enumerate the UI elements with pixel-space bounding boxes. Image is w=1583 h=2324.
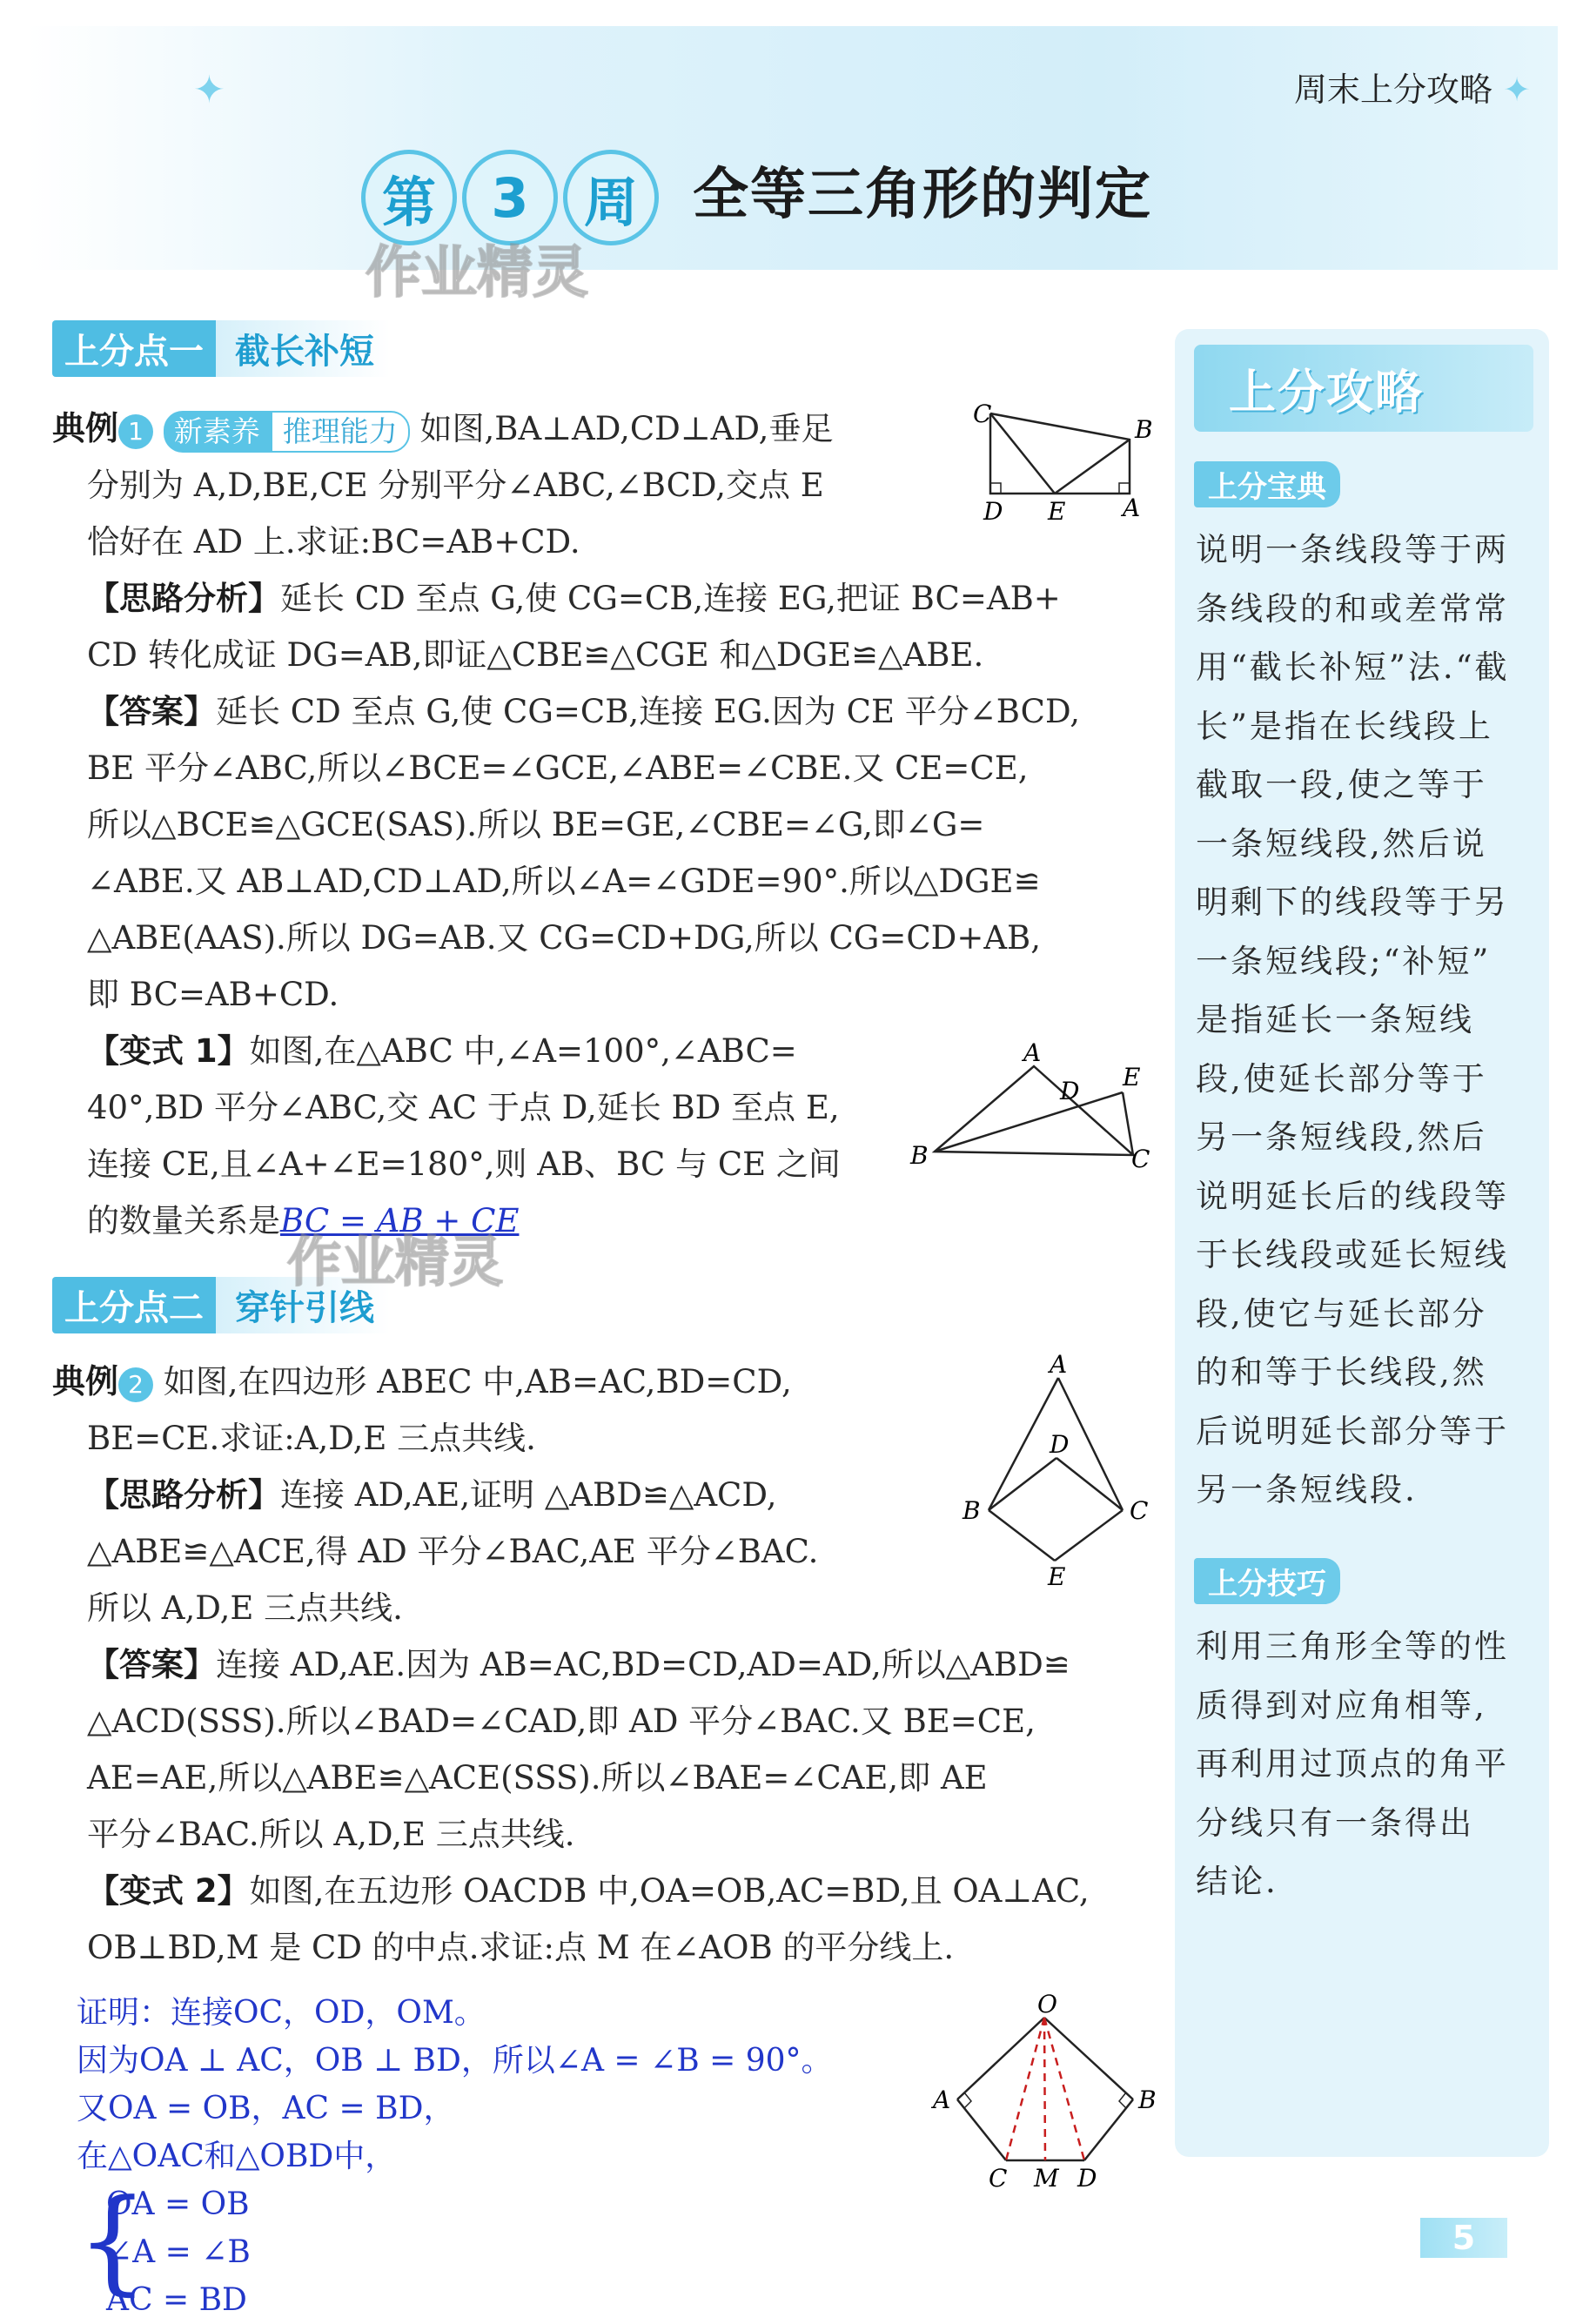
week-char: 第 [361, 150, 457, 245]
answer-line: 【答案】连接 AD,AE.因为 AB=AC,BD=CD,AD=AD,所以△ABD≌ [87, 1646, 1070, 1683]
fig-label: E [1048, 497, 1066, 526]
fig-label: O [1037, 1993, 1057, 2018]
sidebar-title: 上分攻略 [1194, 345, 1533, 432]
variant-1-answer-line: 的数量关系是BC = AB + CE [87, 1202, 520, 1239]
series-label: 周末上分攻略 ✦ [1294, 71, 1531, 109]
example-number: 2 [118, 1367, 153, 1402]
fig-label: E [1048, 1562, 1066, 1589]
section-title: 穿针引线 [216, 1277, 390, 1333]
fig-label: A [933, 2086, 951, 2114]
analysis-line: 【思路分析】连接 AD,AE,证明 △ABD≌△ACD, [87, 1476, 777, 1514]
answer-line: 【答案】延长 CD 至点 G,使 CG=CB,连接 EG.因为 CE 平分∠BCD, [87, 693, 1081, 730]
page-number: 5 [1420, 2218, 1507, 2258]
handwritten-answer: BC = AB + CE [280, 1202, 520, 1239]
sparkle-icon: ✦ [1503, 71, 1531, 109]
figure-example-2 [957, 1353, 1157, 1589]
example-2-line-1: 典例 2 如图,在四边形 ABEC 中,AB=AC,BD=CD, [52, 1362, 792, 1400]
text-line: 所以 A,D,E 三点共线. [87, 1589, 403, 1627]
fig-label: C [989, 2164, 1008, 2193]
proof-system [77, 2174, 929, 2324]
fig-label: E [1123, 1063, 1141, 1091]
sparkle-icon: ✦ [193, 68, 225, 112]
variant-1-line: 【变式 1】如图,在△ABC 中,∠A=100°,∠ABC= [87, 1032, 797, 1070]
text-line: BE=CE.求证:A,D,E 三点共线. [87, 1420, 536, 1457]
sidebar-text-2: 利用三角形全等的性 质得到对应角相等, 再利用过顶点的角平 分线只有一条得出 结论. [1196, 1628, 1509, 1900]
figure-variant-1 [905, 1040, 1157, 1175]
text-line: △ABE≌△ACE,得 AD 平分∠BAC,AE 平分∠BAC. [87, 1533, 819, 1570]
text-line: AE=AE,所以△ABE≌△ACE(SSS).所以∠BAE=∠CAE,即 AE [87, 1759, 988, 1797]
fig-label: A [1023, 1040, 1042, 1067]
fig-label: D [1050, 1430, 1070, 1459]
section-tag: 上分点二 [52, 1277, 216, 1333]
badge-reasoning: 推理能力 [271, 411, 410, 453]
text-line: △ACD(SSS).所以∠BAD=∠CAD,即 AD 平分∠BAC.又 BE=CE, [87, 1703, 1036, 1740]
proof-line: AC = BD [106, 2282, 247, 2318]
proof-line: ∠A = ∠B [106, 2234, 251, 2270]
fig-label: B [963, 1496, 981, 1525]
text-line: 连接 CE,且∠A+∠E=180°,则 AB、BC 与 CE 之间 [87, 1145, 841, 1183]
example-1-line-1: 典例 1 新素养 推理能力 如图,BA⊥AD,CD⊥AD,垂足 [52, 400, 1157, 457]
badge-new-literacy: 新素养 [164, 411, 271, 453]
fig-label: B [1135, 415, 1153, 444]
fig-label: C [1131, 1145, 1150, 1173]
fig-label: C [1130, 1496, 1149, 1525]
figure-example-1 [964, 396, 1156, 527]
watermark: 作业精灵 [366, 241, 588, 306]
proof-line: OA = OB [106, 2186, 250, 2222]
analysis-line: 【思路分析】延长 CD 至点 G,使 CG=CB,连接 EG,把证 BC=AB+ [87, 580, 1061, 617]
fig-label: M [1034, 2164, 1059, 2193]
fig-label: B [910, 1141, 929, 1170]
fig-label: B [1138, 2086, 1157, 2114]
variant-2-line: 【变式 2】如图,在五边形 OACDB 中,OA=OB,AC=BD,且 OA⊥AC, [87, 1872, 1090, 1910]
text-line: △ABE(AAS).所以 DG=AB.又 CG=CD+DG,所以 CG=CD+AB, [87, 919, 1041, 957]
section-title: 截长补短 [216, 320, 390, 377]
week-char: 周 [563, 150, 659, 245]
example-number: 1 [118, 414, 153, 449]
fig-label: A [1050, 1353, 1068, 1379]
fig-label: C [973, 400, 992, 428]
text-line: BE 平分∠ABC,所以∠BCE=∠GCE,∠ABE=∠CBE.又 CE=CE, [87, 749, 1029, 787]
text-line: 分别为 A,D,BE,CE 分别平分∠ABC,∠BCD,交点 E [87, 467, 824, 504]
figure-variant-2 [922, 1993, 1175, 2193]
fig-label: A [1123, 494, 1141, 522]
text-line: ∠ABE.又 AB⊥AD,CD⊥AD,所以∠A=∠GDE=90°.所以△DGE≌ [87, 863, 1041, 900]
sidebar-tips [1175, 329, 1549, 2157]
section-tag: 上分点一 [52, 320, 216, 377]
fig-label: D [1077, 2164, 1097, 2193]
proof-line: 在△OAC和△OBD中， [77, 2139, 397, 2174]
text-line: 40°,BD 平分∠ABC,交 AC 于点 D,延长 BD 至点 E, [87, 1089, 840, 1126]
text-line: 所以△BCE≌△GCE(SAS).所以 BE=GE,∠CBE=∠G,即∠G= [87, 806, 985, 843]
text-line: CD 转化成证 DG=AB,即证△CBE≌△CGE 和△DGE≌△ABE. [87, 636, 984, 674]
fig-label: D [983, 497, 1003, 526]
text-line: OB⊥BD,M 是 CD 的中点.求证:点 M 在∠AOB 的平分线上. [87, 1929, 955, 1966]
week-number: 3 [462, 150, 558, 245]
watermark: 作业精灵 [287, 1230, 504, 1293]
sidebar-text-1: 说明一条线段等于两 条线段的和或差常常 用“截长补短”法.“截 长”是指在长线段上 截取一段,使之等于 一条短线段,然后说 明剩下的线段等于另 一条短线段;“补短” 是指延长一条短线 段,使延长部分等于 另一条短线段,然后 说明延长后的线段等 于长线段或延长短线 段,使它与延长部分 的和等于长线段,然 后说明延长部分等于 另一条短线段. [1196, 531, 1510, 1508]
fig-label: D [1060, 1077, 1080, 1105]
proof-line: 因为OA ⊥ AC，OB ⊥ BD，所以∠A = ∠B = 90°。 [77, 2043, 833, 2079]
brace-icon: { [77, 2174, 149, 2307]
text-line: 平分∠BAC.所以 A,D,E 三点共线. [87, 1816, 575, 1853]
proof-line: 证明：连接OC，OD，OM。 [77, 1995, 486, 2031]
sidebar-tag: 上分技巧 [1194, 1558, 1340, 1604]
sidebar-tag: 上分宝典 [1194, 461, 1340, 507]
section-heading-1 [52, 320, 390, 377]
proof-line: 又OA = OB，AC = BD， [77, 2091, 455, 2126]
text-line: 恰好在 AD 上.求证:BC=AB+CD. [87, 523, 580, 561]
text-line: 即 BC=AB+CD. [87, 976, 339, 1013]
handwritten-proof [77, 1989, 929, 2324]
page-title: 全等三角形的判定 [693, 163, 1152, 227]
